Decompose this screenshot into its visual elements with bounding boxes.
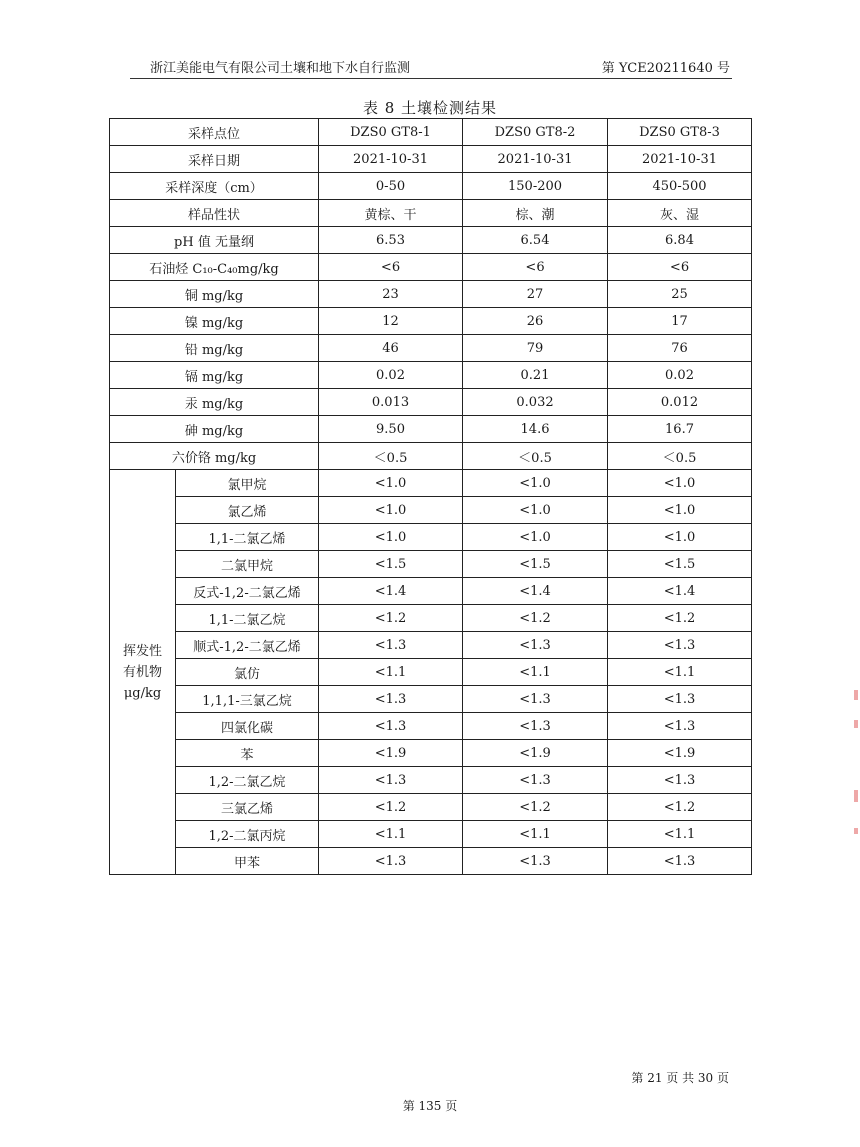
result-cell: <1.3 [319,713,463,740]
table-row [110,335,752,362]
compound-label: 顺式-1,2-二氯乙烯 [176,632,319,659]
result-cell: <1.9 [319,740,463,767]
result-cell: 14.6 [463,416,608,443]
result-cell: <1.5 [463,551,608,578]
result-cell: <1.2 [463,605,608,632]
result-cell: 17 [608,308,752,335]
result-cell: <1.9 [608,740,752,767]
result-cell: 9.50 [319,416,463,443]
stamp-edge-mark [854,720,858,728]
row-label: 铅 mg/kg [110,335,319,362]
result-cell: <1.0 [319,497,463,524]
table-row [110,551,752,578]
table-row [110,470,752,497]
result-cell: 0.02 [608,362,752,389]
table-row [110,308,752,335]
table-row [110,254,752,281]
result-cell: 12 [319,308,463,335]
result-cell: 0-50 [319,173,463,200]
report-company-title: 浙江美能电气有限公司土壤和地下水自行监测 [150,61,411,76]
table-row [110,443,752,470]
row-label: 砷 mg/kg [110,416,319,443]
voc-group-label-line: 挥发性 [122,643,162,659]
compound-label: 甲苯 [176,848,319,875]
row-label: 镉 mg/kg [110,362,319,389]
result-cell: <6 [463,254,608,281]
result-cell: <1.4 [463,578,608,605]
result-cell: <1.1 [319,821,463,848]
result-cell: DZS0 GT8-1 [319,119,463,146]
result-cell: <1.1 [319,659,463,686]
table-row [110,632,752,659]
result-cell: <1.3 [463,632,608,659]
table-caption: 表 8 土壤检测结果 [362,99,498,117]
result-cell: <1.3 [319,848,463,875]
result-cell: 79 [463,335,608,362]
result-cell: 46 [319,335,463,362]
result-cell: <1.0 [319,524,463,551]
row-label: 六价铬 mg/kg [110,443,319,470]
result-cell: <1.0 [608,524,752,551]
result-cell: 0.02 [319,362,463,389]
table-row [110,686,752,713]
result-cell: <1.3 [608,686,752,713]
result-cell: <1.2 [608,794,752,821]
result-cell: 棕、潮 [463,200,608,227]
table-row [110,389,752,416]
result-cell: <1.1 [463,821,608,848]
result-cell: 150-200 [463,173,608,200]
result-cell: 450-500 [608,173,752,200]
table-row [110,848,752,875]
compound-label: 反式-1,2-二氯乙烯 [176,578,319,605]
table-row [110,794,752,821]
voc-group-label-line: 有机物 [122,664,162,680]
table-row [110,497,752,524]
table-row [110,713,752,740]
row-label: 采样深度（cm） [110,173,319,200]
result-cell: DZS0 GT8-2 [463,119,608,146]
result-cell: 黄棕、干 [319,200,463,227]
result-cell: 0.032 [463,389,608,416]
row-label: 铜 mg/kg [110,281,319,308]
result-cell: <1.3 [463,713,608,740]
result-cell: <1.2 [319,605,463,632]
compound-label: 氯乙烯 [176,497,319,524]
report-number: 第 YCE20211640 号 [601,61,730,76]
table-row [110,659,752,686]
compound-label: 苯 [176,740,319,767]
table-row [110,578,752,605]
result-cell: <6 [319,254,463,281]
result-cell: <1.2 [608,605,752,632]
result-cell: <1.3 [608,713,752,740]
result-cell: <1.3 [463,767,608,794]
table-row [110,119,752,146]
compound-label: 四氯化碳 [176,713,319,740]
table-row [110,605,752,632]
result-cell: <1.2 [319,794,463,821]
compound-label: 氯甲烷 [176,470,319,497]
result-cell: 0.012 [608,389,752,416]
compound-label: 1,1-二氯乙烷 [176,605,319,632]
soil-results-table [109,118,752,875]
result-cell: <1.2 [463,794,608,821]
row-label: 样品性状 [110,200,319,227]
result-cell: 0.21 [463,362,608,389]
result-cell: <1.0 [463,470,608,497]
stamp-edge-mark [854,828,858,834]
result-cell: ＜0.5 [463,443,608,470]
table-row [110,767,752,794]
result-cell: <1.0 [608,470,752,497]
table-row [110,146,752,173]
result-cell: 16.7 [608,416,752,443]
result-cell: 27 [463,281,608,308]
result-cell: <1.3 [319,686,463,713]
row-label: 石油烃 C₁₀-C₄₀mg/kg [110,254,319,281]
result-cell: <1.1 [608,659,752,686]
compound-label: 1,2-二氯乙烷 [176,767,319,794]
result-cell: 0.013 [319,389,463,416]
compound-label: 1,1-二氯乙烯 [176,524,319,551]
result-cell: <1.0 [463,524,608,551]
result-cell: <1.3 [463,686,608,713]
table-row [110,740,752,767]
result-cell: 26 [463,308,608,335]
table-row [110,524,752,551]
stamp-edge-mark [854,790,858,802]
result-cell: DZS0 GT8-3 [608,119,752,146]
result-cell: <1.4 [319,578,463,605]
result-cell: <1.4 [608,578,752,605]
result-cell: ＜0.5 [319,443,463,470]
row-label: 采样点位 [110,119,319,146]
result-cell: <1.3 [463,848,608,875]
table-row [110,173,752,200]
result-cell: ＜0.5 [608,443,752,470]
compound-label: 1,1,1-三氯乙烷 [176,686,319,713]
table-row [110,227,752,254]
result-cell: 2021-10-31 [608,146,752,173]
table-row [110,362,752,389]
page-number: 第 135 页 [402,1099,458,1113]
row-label: 汞 mg/kg [110,389,319,416]
row-label: 采样日期 [110,146,319,173]
result-cell: 23 [319,281,463,308]
result-cell: 6.53 [319,227,463,254]
result-cell: 25 [608,281,752,308]
result-cell: <6 [608,254,752,281]
result-cell: <1.3 [608,767,752,794]
table-row [110,416,752,443]
result-cell: 2021-10-31 [463,146,608,173]
result-cell: <1.1 [608,821,752,848]
result-cell: 2021-10-31 [319,146,463,173]
result-cell: <1.0 [608,497,752,524]
result-cell: 76 [608,335,752,362]
voc-group-label [110,470,176,875]
result-cell: <1.3 [608,632,752,659]
compound-label: 二氯甲烷 [176,551,319,578]
result-cell: <1.0 [319,470,463,497]
compound-label: 氯仿 [176,659,319,686]
compound-label: 1,2-二氯丙烷 [176,821,319,848]
result-cell: <1.9 [463,740,608,767]
row-label: pH 值 无量纲 [110,227,319,254]
result-cell: <1.3 [319,767,463,794]
table-row [110,821,752,848]
compound-label: 三氯乙烯 [176,794,319,821]
result-cell: <1.5 [608,551,752,578]
result-cell: <1.5 [319,551,463,578]
result-cell: 6.54 [463,227,608,254]
voc-group-label-line: μg/kg [123,685,162,701]
row-label: 镍 mg/kg [110,308,319,335]
page-header [130,54,732,79]
table-row [110,200,752,227]
stamp-edge-mark [854,690,858,700]
result-cell: <1.1 [463,659,608,686]
result-cell: 6.84 [608,227,752,254]
result-cell: <1.3 [319,632,463,659]
result-cell: 灰、湿 [608,200,752,227]
result-cell: <1.0 [463,497,608,524]
result-cell: <1.3 [608,848,752,875]
table-row [110,281,752,308]
page-of-total: 第 21 页 共 30 页 [631,1071,729,1085]
